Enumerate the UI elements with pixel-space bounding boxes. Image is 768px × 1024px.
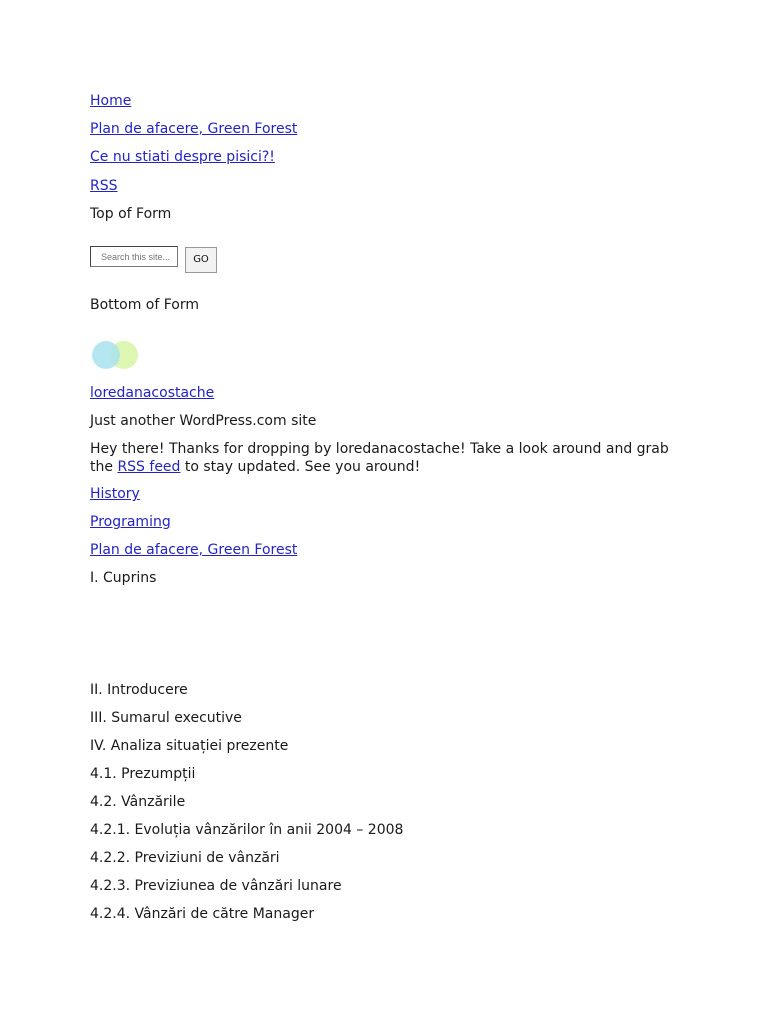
toc-item: 4.2. Vânzările [90, 794, 186, 810]
welcome-text-before: Hey there! Thanks for dropping by loredanacostache! Take a look around and grab the [90, 441, 669, 475]
toc-item: IV. Analiza situației prezente [90, 738, 289, 754]
top-of-form-label: Top of Form [90, 206, 172, 222]
history-link[interactable]: History [90, 486, 140, 502]
nav-plan-link[interactable]: Plan de afacere, Green Forest [90, 121, 298, 137]
toc-item: III. Sumarul executive [90, 710, 242, 726]
welcome-text-after: to stay updated. See you around! [180, 459, 421, 475]
overlapping-circles-logo-icon [90, 340, 140, 370]
nav-rss-link[interactable]: RSS [90, 178, 118, 194]
toc-cuprins: I. Cuprins [90, 570, 157, 586]
toc-item: 4.1. Prezumpții [90, 766, 196, 782]
rss-feed-link[interactable]: RSS feed [117, 459, 181, 475]
toc-item: 4.2.4. Vânzări de către Manager [90, 906, 315, 922]
bottom-of-form-label: Bottom of Form [90, 297, 200, 313]
toc-item: 4.2.1. Evoluția vânzărilor în anii 2004 – 2008 [90, 822, 404, 838]
programing-link[interactable]: Programing [90, 514, 171, 530]
go-button[interactable]: GO [185, 247, 217, 273]
site-title-link[interactable]: loredanacostache [90, 385, 215, 401]
nav-home-link[interactable]: Home [90, 93, 132, 109]
nav-pisici-link[interactable]: Ce nu stiati despre pisici?! [90, 149, 275, 165]
toc-item: 4.2.3. Previziunea de vânzări lunare [90, 878, 342, 894]
toc-item: 4.2.2. Previziuni de vânzări [90, 850, 280, 866]
site-tagline: Just another WordPress.com site [90, 413, 317, 429]
plan-green-forest-link[interactable]: Plan de afacere, Green Forest [90, 542, 298, 558]
toc-item: II. Introducere [90, 682, 188, 698]
welcome-paragraph [90, 440, 680, 476]
search-input[interactable] [90, 246, 178, 267]
